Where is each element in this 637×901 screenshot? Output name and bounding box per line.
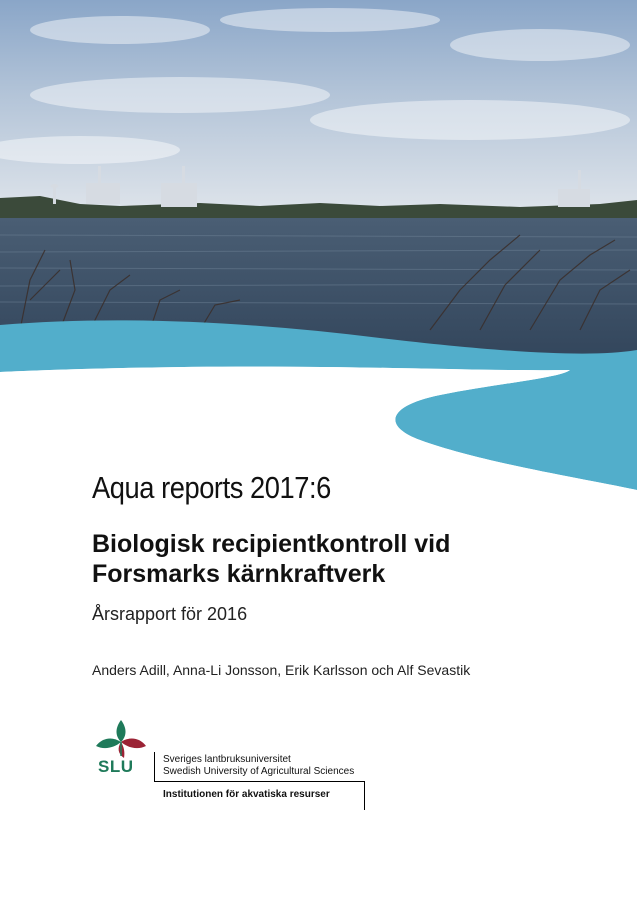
university-name-swedish: Sveriges lantbruksuniversitet [163,754,291,765]
authors: Anders Adill, Anna-Li Jonsson, Erik Karlsson och Alf Sevastik [92,662,471,678]
report-title-line-1: Biologisk recipientkontroll vid [92,530,451,558]
logo-acronym: SLU [98,757,134,776]
logo-divider-vertical-right [364,781,365,810]
logo-divider-horizontal [154,781,365,782]
logo-divider-vertical [154,752,155,782]
report-title-line-2: Forsmarks kärnkraftverk [92,560,386,588]
report-title [92,529,450,589]
university-name-english: Swedish University of Agricultural Sciences [163,766,355,777]
report-subtitle: Årsrapport för 2016 [92,604,248,624]
department-name: Institutionen för akvatiska resurser [163,789,330,800]
series-title: Aqua reports 2017:6 [92,470,331,505]
